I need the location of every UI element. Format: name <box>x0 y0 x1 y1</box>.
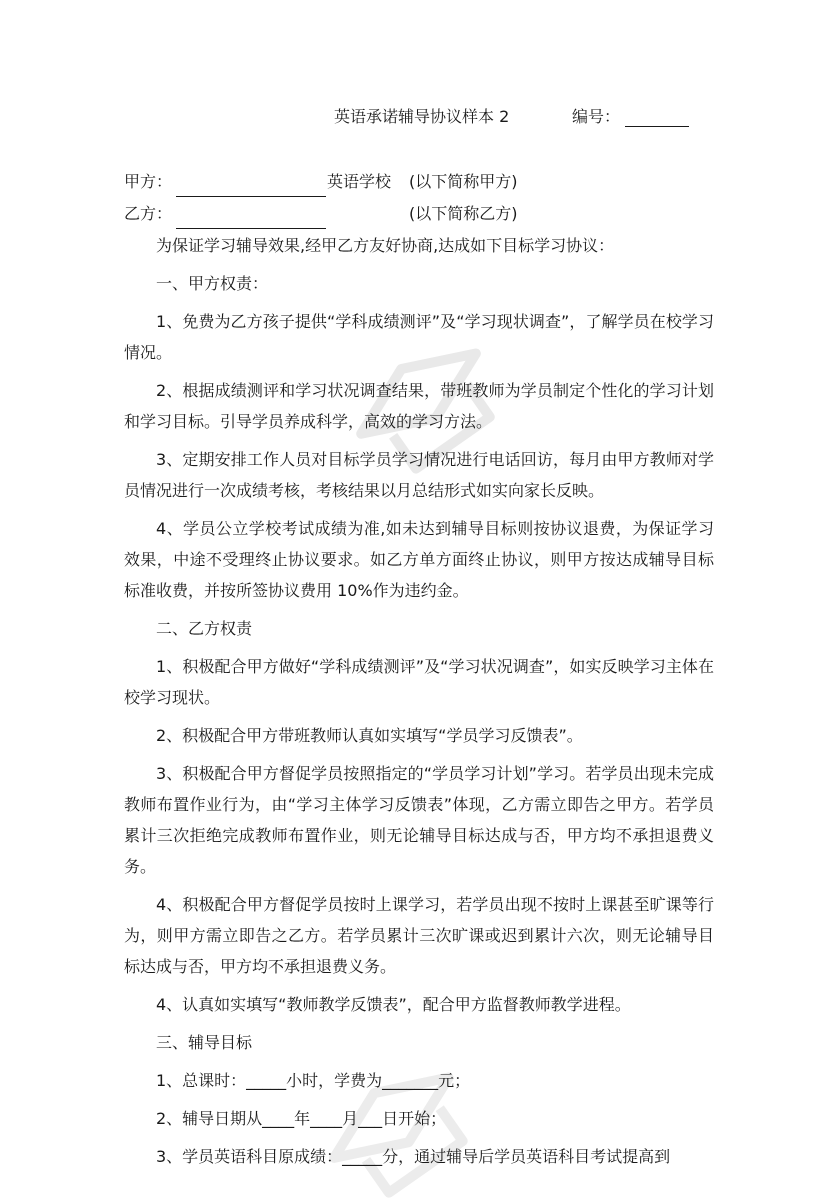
party-b-note: (以下简称乙方) <box>409 204 518 223</box>
section1-item: 4、学员公立学校考试成绩为准,如未达到辅导目标则按协议退费，为保证学习效果，中途不受理终止协议要求。如乙方单方面终止协议，则甲方按达成辅导目标标准收费，并按所签协议费用 10%作为违约金。 <box>124 519 714 600</box>
party-a-label: 甲方： <box>124 172 173 191</box>
section2-heading: 二、乙方权责 <box>156 619 253 638</box>
section3-item: 2、辅导日期从____年____月___日开始； <box>156 1109 447 1128</box>
document-body <box>124 166 714 1179</box>
section2-item: 4、认真如实填写“教师教学反馈表”，配合甲方监督教师教学进程。 <box>156 995 631 1014</box>
party-b-name-blank[interactable] <box>176 208 326 229</box>
section2-item: 2、积极配合甲方带班教师认真如实填写“学员学习反馈表”。 <box>156 726 583 745</box>
party-a-name-blank[interactable] <box>176 176 326 197</box>
section1-item: 3、定期安排工作人员对目标学员学习情况进行电话回访，每月由甲方教师对学员情况进行一次成绩考核，考核结果以月总结形式如实向家长反映。 <box>124 450 714 500</box>
section1-heading: 一、甲方权责： <box>156 274 269 293</box>
document-number-label: 编号： <box>572 107 621 126</box>
section2-item: 3、积极配合甲方督促学员按照指定的“学员学习计划”学习。若学员出现未完成教师布置作业行为，由“学习主体学习反馈表”体现，乙方需立即告之甲方。若学员累计三次拒绝完成教师布置作业，则无论辅导目标达成与否，甲方均不承担退费义务。 <box>124 764 714 876</box>
intro-paragraph: 为保证学习辅导效果,经甲乙方友好协商,达成如下目标学习协议： <box>156 236 615 255</box>
section3-item: 1、总课时：_____小时，学费为_______元； <box>156 1071 471 1090</box>
section2-item: 4、积极配合甲方督促学员按时上课学习，若学员出现不按时上课甚至旷课等行为，则甲方需立即告之乙方。若学员累计三次旷课或迟到累计六次，则无论辅导目标达成与否，甲方均不承担退费义务。 <box>124 895 714 976</box>
section3-item: 3、学员英语科目原成绩：_____分，通过辅导后学员英语科目考试提高到 <box>156 1147 671 1166</box>
party-a-row <box>124 166 714 198</box>
section1-item: 1、免费为乙方孩子提供“学科成绩测评”及“学习现状调查”，了解学员在校学习情况。 <box>124 312 714 362</box>
section1-item: 2、根据成绩测评和学习状况调查结果，带班教师为学员制定个性化的学习计划和学习目标。引导学员养成科学，高效的学习方法。 <box>124 381 714 431</box>
party-b-label: 乙方： <box>124 204 173 223</box>
party-b-row <box>124 198 714 230</box>
document-title: 英语承诺辅导协议样本 2 <box>334 107 510 126</box>
document-number-blank[interactable] <box>625 126 689 127</box>
party-a-suffix: 英语学校 <box>327 172 392 191</box>
party-a-note: (以下简称甲方) <box>409 172 518 191</box>
section3-heading: 三、辅导目标 <box>156 1033 253 1052</box>
section2-item: 1、积极配合甲方做好“学科成绩测评”及“学习状况调查”，如实反映学习主体在校学习现状。 <box>124 657 714 707</box>
